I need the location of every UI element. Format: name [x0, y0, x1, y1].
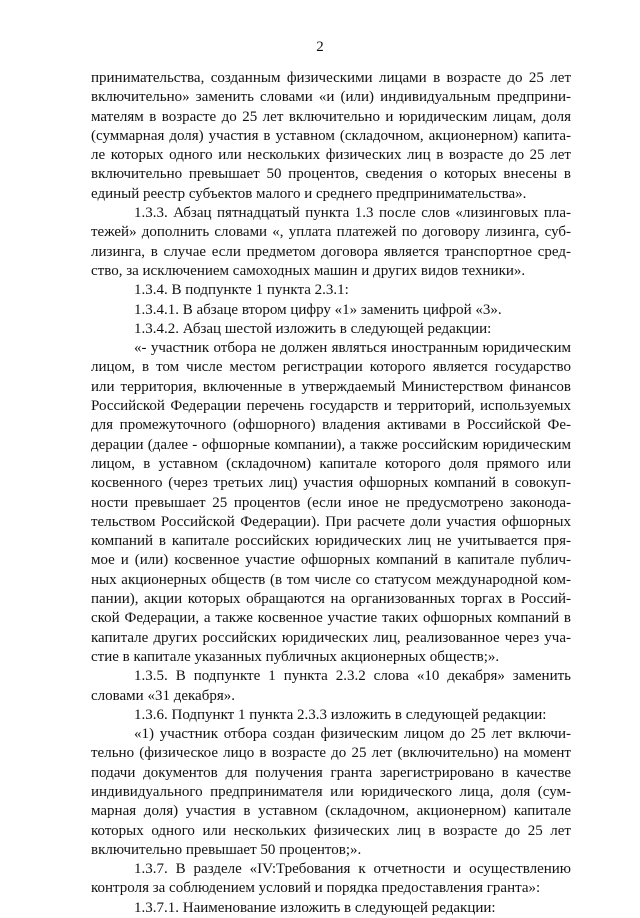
text-line: включительно превышает 50 процентов, сведения о которых внесены в — [91, 166, 571, 183]
text-line: лизинга, в случае если предметом договора является транспортное сред- — [91, 243, 571, 260]
text-line: ле которых одного или нескольких физических лиц в возрасте до 25 лет — [91, 147, 571, 164]
paragraph-first-line: 1.3.7. В разделе «IV:Требования к отчетности и осуществлению — [134, 861, 571, 878]
paragraph-first-line: 1.3.7.1. Наименование изложить в следующей редакции: — [134, 899, 496, 916]
text-line: для промежуточного (офшорного) владения активами в Российской Фе- — [91, 417, 571, 434]
text-line: или территория, включенные в утверждаемый Министерством финансов — [91, 378, 571, 395]
page-number: 2 — [316, 39, 324, 55]
text-line: ности превышает 25 процентов (если иное не предусмотрено законода- — [91, 494, 571, 511]
text-line: тельством Российской Федерации). При расчете доли участия офшорных — [91, 513, 571, 530]
paragraph-first-line: 1.3.5. В подпункте 1 пункта 2.3.2 слова «10 декабря» заменить — [134, 668, 571, 685]
text-line: Российской Федерации перечень государств и территорий, используемых — [91, 398, 571, 415]
text-line: единый реестр субъектов малого и среднего предпринимательства». — [91, 185, 527, 202]
paragraph-first-line: «- участник отбора не должен являться иностранным юридическим — [134, 340, 571, 357]
paragraph-first-line: 1.3.4. В подпункте 1 пункта 2.3.1: — [134, 282, 349, 299]
text-line: подачи документов для получения гранта зарегистрировано в качестве — [91, 764, 571, 781]
text-line: тельно (физическое лицо в возрасте до 25 лет (включительно) на момент — [91, 745, 571, 762]
text-line: принимательства, созданным физическими лицами в возрасте до 25 лет — [91, 70, 571, 86]
text-line: косвенного (через третьих лиц) участия офшорных компаний в совокуп- — [91, 475, 571, 492]
text-line: марная доля) участия в уставном (складочном, акционерном) капитале — [91, 803, 571, 820]
document-body — [91, 69, 571, 918]
text-line: ных акционерных обществ (в том числе со статусом международной ком- — [91, 571, 571, 588]
paragraph-first-line: 1.3.6. Подпункт 1 пункта 2.3.3 изложить в следующей редакции: — [134, 706, 547, 723]
text-line: капитале других российских юридических лиц, реализованное через уча- — [91, 629, 571, 646]
text-line: лицом, в уставном (складочном) капитале которого доля прямого или — [91, 455, 571, 472]
paragraph-first-line: 1.3.3. Абзац пятнадцатый пункта 1.3 после слов «лизинговых пла- — [134, 205, 571, 222]
text-line: ской Федерации, а также косвенное участие таких офшорных компаний в — [91, 610, 571, 627]
text-line: тежей» дополнить словами «, уплата платежей по договору лизинга, суб- — [91, 224, 571, 241]
text-line: контроля за соблюдением условий и порядка предоставления гранта»: — [91, 880, 541, 897]
paragraph-first-line: 1.3.4.1. В абзаце втором цифру «1» заменить цифрой «3». — [134, 301, 502, 318]
text-line: ство, за исключением самоходных машин и других видов техники». — [91, 262, 526, 279]
text-line: индивидуального предпринимателя или юридического лица, доля (сум- — [91, 783, 571, 800]
text-line: компаний в капитале российских юридических лиц не учитывается пря- — [91, 533, 571, 550]
text-line: мое и (или) косвенное участие офшорных компаний в капитале публич- — [91, 552, 571, 569]
text-line: словами «31 декабря». — [91, 687, 235, 704]
text-line: включительно превышает 50 процентов;». — [91, 841, 362, 858]
text-line: включительно» заменить словами «и (или) индивидуальным предприни- — [91, 89, 571, 106]
text-line: дерации (далее - офшорные компании), а также российским юридическим — [91, 436, 571, 453]
text-line: (суммарная доля) участия в уставном (складочном, акционерном) капита- — [91, 127, 571, 144]
text-line: мателям в возрасте до 25 лет включительно и юридическим лицам, доля — [91, 108, 571, 125]
text-line: стие в капитале указанных публичных акционерных обществ;». — [91, 648, 500, 665]
paragraph-first-line: «1) участник отбора создан физическим лицом до 25 лет включи- — [134, 726, 571, 743]
paragraph-first-line: 1.3.4.2. Абзац шестой изложить в следующей редакции: — [134, 320, 492, 337]
text-line: пании), акции которых обращаются на организованных торгах в Россий- — [91, 591, 571, 608]
text-line: лицом, в том числе местом регистрации которого является государство — [91, 359, 571, 376]
text-line: которых одного или нескольких физических лиц в возрасте до 25 лет — [91, 822, 571, 839]
